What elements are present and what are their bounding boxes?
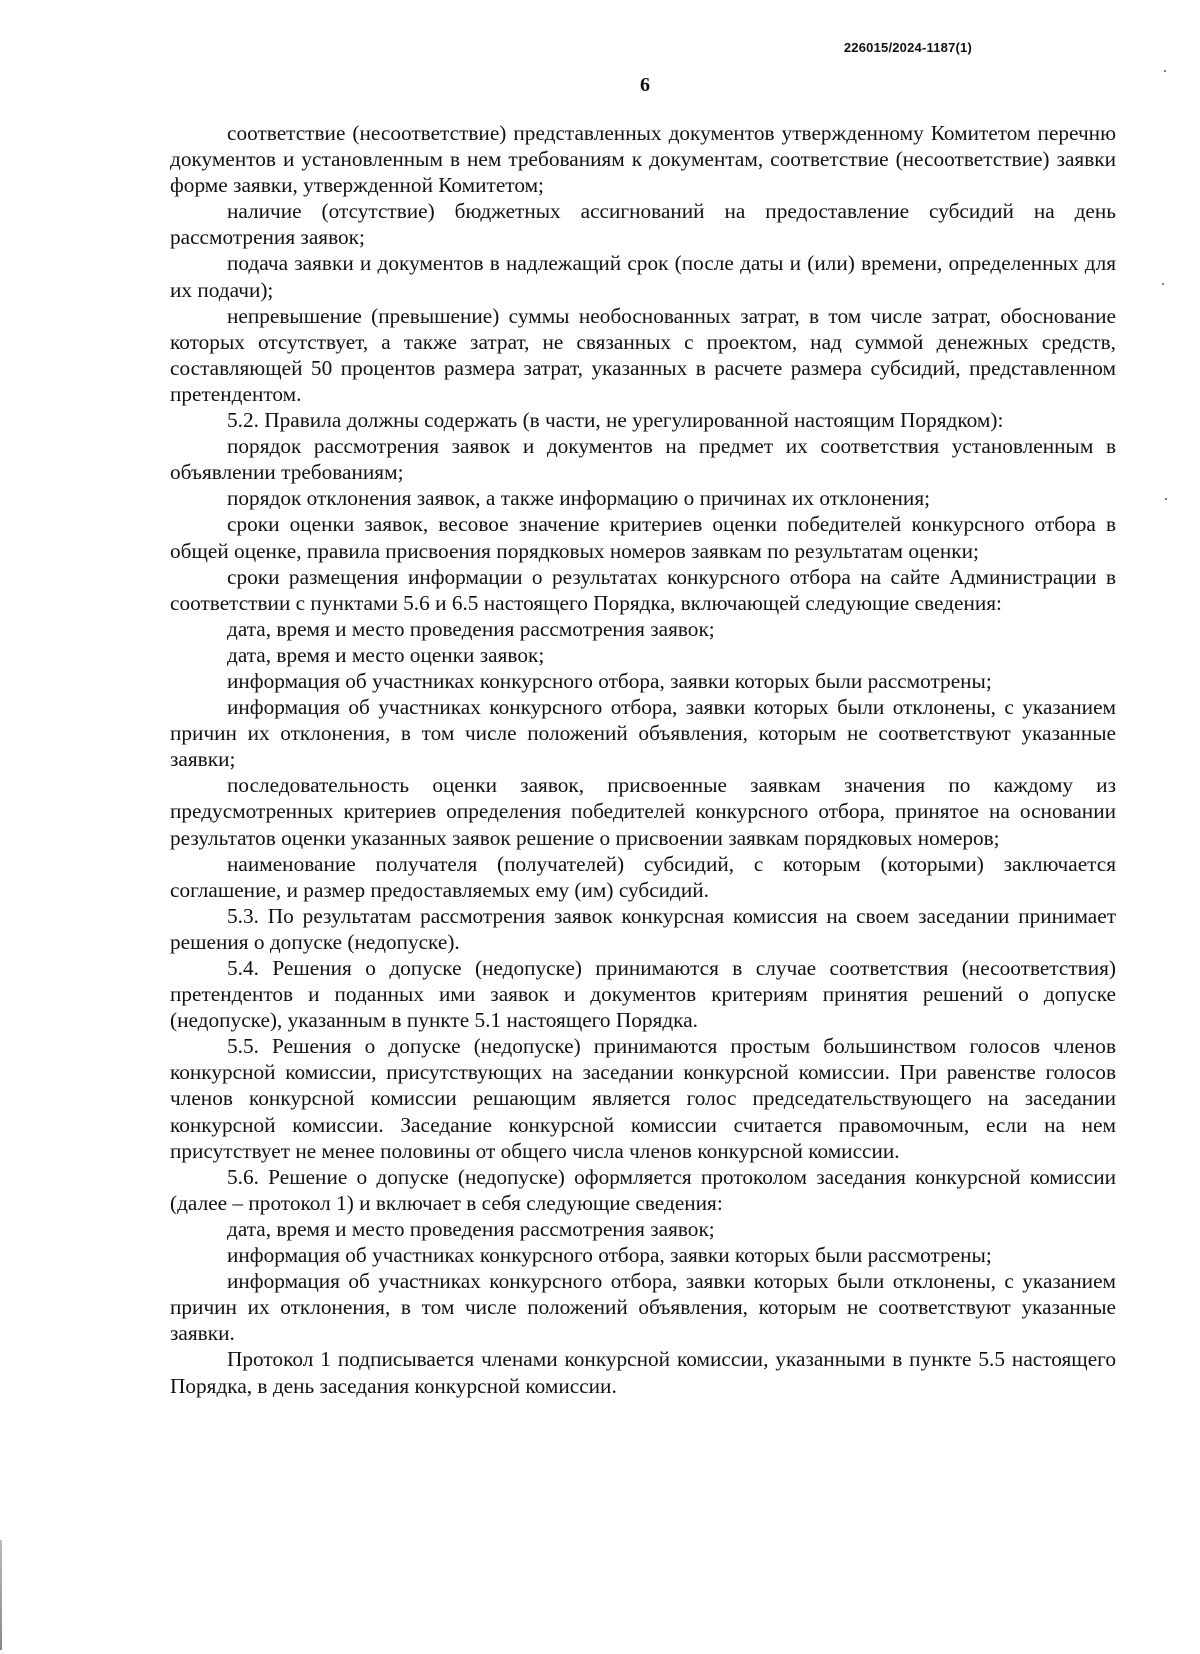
paragraph: информация об участниках конкурсного отбора, заявки которых были отклонены, с указанием причин их отклонения, в том числе положений объявления, которым не соответствуют указанные заявки;: [170, 695, 1116, 772]
paragraph: дата, время и место оценки заявок;: [227, 642, 545, 667]
paragraph: информация об участниках конкурсного отбора, заявки которых были отклонены, с указанием причин их отклонения, в том числе положений объявления, которым не соответствуют указанные заявки.: [170, 1269, 1116, 1346]
scan-edge-shadow: [0, 1540, 2, 1650]
scan-speck: [1162, 283, 1164, 285]
paragraph: 5.5. Решения о допуске (недопуске) принимаются простым большинством голосов членов конкурсной комиссии, присутствующих на заседании конкурсной комиссии. При равенстве голосов членов конкурсной комиссии решающим является голос председательствующего на заседании конкурсной комиссии. Заседание конкурсной комиссии считается правомочным, если на нем присутствует не менее половины от общего числа членов конкурсной комиссии.: [170, 1034, 1116, 1163]
paragraph: наименование получателя (получателей) субсидий, с которым (которыми) заключается соглашение, и размер предоставляемых ему (им) субсидий.: [170, 851, 1116, 902]
paragraph: подача заявки и документов в надлежащий срок (после даты и (или) времени, определенных для их подачи);: [170, 251, 1116, 302]
document-body: [170, 120, 1116, 1399]
paragraph: сроки оценки заявок, весовое значение критериев оценки победителей конкурсного отбора в общей оценке, правила присвоения порядковых номеров заявкам по результатам оценки;: [170, 512, 1116, 563]
paragraph: порядок рассмотрения заявок и документов на предмет их соответствия установленным в объявлении требованиям;: [170, 434, 1116, 485]
page-number: 6: [640, 74, 650, 96]
paragraph: наличие (отсутствие) бюджетных ассигнований на предоставление субсидий на день рассмотрения заявок;: [170, 199, 1116, 250]
document-id: 226015/2024-1187(1): [843, 40, 972, 55]
scan-speck: [1164, 70, 1166, 72]
scan-speck: [1165, 498, 1167, 500]
paragraph: 5.3. По результатам рассмотрения заявок конкурсная комиссия на своем заседании принимает решения о допуске (недопуске).: [170, 903, 1116, 954]
paragraph: соответствие (несоответствие) представленных документов утвержденному Комитетом перечню документов и установленным в нем требованиям к документам, соответствие (несоответствие) заявки форме заявки, утвержденной Комитетом;: [170, 121, 1116, 198]
paragraph: сроки размещения информации о результатах конкурсного отбора на сайте Администрации в соответствии с пунктами 5.6 и 6.5 настоящего Порядка, включающей следующие сведения:: [170, 564, 1116, 615]
paragraph: дата, время и место проведения рассмотрения заявок;: [227, 1216, 715, 1241]
paragraph: Протокол 1 подписывается членами конкурсной комиссии, указанными в пункте 5.5 настоящего Порядка, в день заседания конкурсной комиссии.: [170, 1347, 1116, 1398]
paragraph: информация об участниках конкурсного отбора, заявки которых были рассмотрены;: [227, 668, 992, 693]
paragraph: порядок отклонения заявок, а также информацию о причинах их отклонения;: [227, 486, 931, 511]
paragraph: информация об участниках конкурсного отбора, заявки которых были рассмотрены;: [227, 1243, 992, 1268]
paragraph: 5.2. Правила должны содержать (в части, не урегулированной настоящим Порядком):: [227, 408, 1004, 433]
paragraph: последовательность оценки заявок, присвоенные заявкам значения по каждому из предусмотренных критериев определения победителей конкурсного отбора, принятое на основании результатов оценки указанных заявок решение о присвоении заявкам порядковых номеров;: [170, 773, 1116, 850]
paragraph: непревышение (превышение) суммы необоснованных затрат, в том числе затрат, обоснование которых отсутствует, а также затрат, не связанных с проектом, над суммой денежных средств, составляющей 50 процентов размера затрат, указанных в расчете размера субсидий, представленном претендентом.: [170, 303, 1116, 406]
paragraph: 5.6. Решение о допуске (недопуске) оформляется протоколом заседания конкурсной комиссии (далее – протокол 1) и включает в себя следующие сведения:: [170, 1164, 1116, 1215]
paragraph: дата, время и место проведения рассмотрения заявок;: [227, 616, 715, 641]
paragraph: 5.4. Решения о допуске (недопуске) принимаются в случае соответствия (несоответствия) претендентов и поданных ими заявок и документов критериям принятия решений о допуске (недопуске), указанным в пункте 5.1 настоящего Порядка.: [170, 956, 1116, 1033]
